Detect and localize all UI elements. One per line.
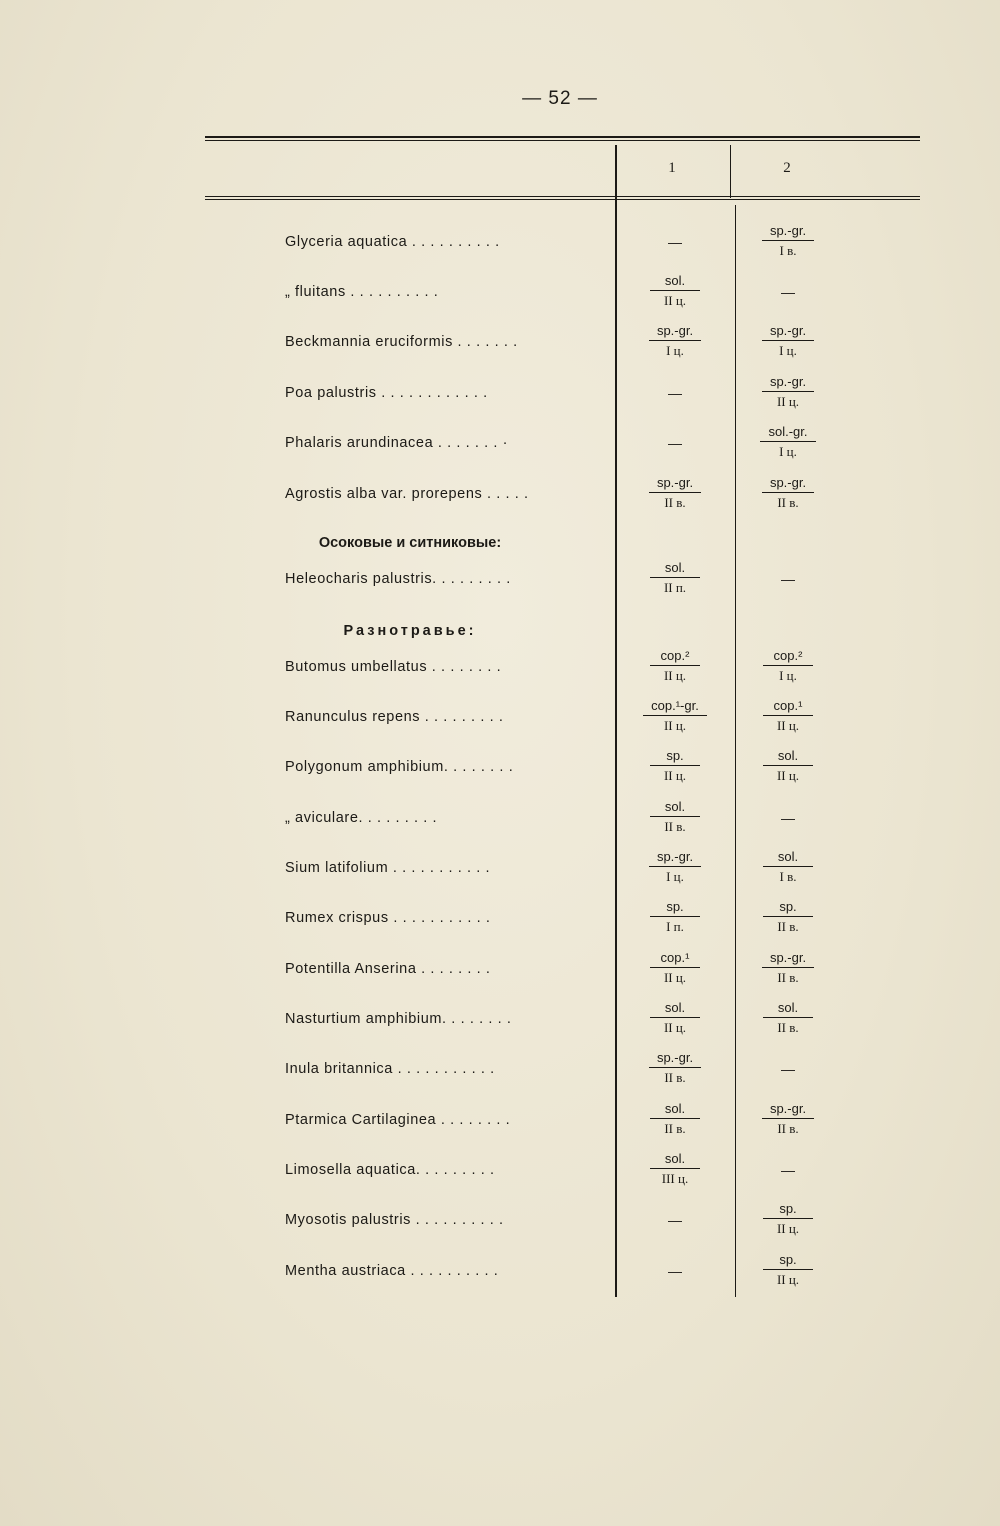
table-row — [0, 273, 1000, 334]
table-row — [0, 1050, 1000, 1111]
species-name: „ aviculare. . . . . . . . . — [285, 810, 438, 826]
table-header-rule — [205, 196, 920, 197]
abundance-value: sp. — [763, 1251, 813, 1270]
absent-dash: — — [781, 1061, 795, 1077]
table-row — [0, 1252, 1000, 1313]
condition-value: II ц. — [776, 394, 800, 409]
abundance-cell-1 — [630, 1049, 720, 1086]
abundance-cell-2 — [743, 272, 833, 301]
page-number: — 52 — — [522, 88, 598, 109]
table-row — [0, 1151, 1000, 1212]
condition-value: II в. — [664, 1070, 686, 1085]
condition-value: I ц. — [666, 343, 684, 358]
abundance-cell-2 — [743, 423, 833, 460]
species-name: Potentilla Anserina . . . . . . . . — [285, 961, 491, 977]
species-name: Inula britannica . . . . . . . . . . . — [285, 1061, 495, 1077]
abundance-cell-1 — [630, 1100, 720, 1137]
abundance-cell-1 — [630, 697, 720, 734]
condition-value: II ц. — [663, 768, 687, 783]
table-top-rule — [205, 136, 920, 138]
abundance-cell-2 — [743, 1251, 833, 1288]
species-name: Poa palustris . . . . . . . . . . . . — [285, 385, 488, 401]
species-name: Mentha austriaca . . . . . . . . . . — [285, 1263, 499, 1279]
abundance-cell-1 — [630, 798, 720, 835]
abundance-cell-1 — [630, 949, 720, 986]
abundance-cell-1 — [630, 747, 720, 784]
section-heading-forbs: Разнотравье: — [343, 623, 477, 639]
species-name: Nasturtium amphibium. . . . . . . . — [285, 1011, 512, 1027]
abundance-value: sol. — [650, 798, 700, 817]
abundance-cell-2 — [743, 949, 833, 986]
abundance-value: sp. — [763, 1200, 813, 1219]
condition-value: II п. — [663, 580, 687, 595]
abundance-cell-1 — [630, 1251, 720, 1280]
abundance-cell-2 — [743, 848, 833, 885]
abundance-cell-1 — [630, 222, 720, 251]
table-row — [0, 1101, 1000, 1162]
absent-dash: — — [668, 385, 682, 401]
abundance-value: cop.¹ — [763, 697, 813, 716]
condition-value: II в. — [664, 495, 686, 510]
abundance-cell-1 — [630, 647, 720, 684]
abundance-cell-2 — [743, 373, 833, 410]
absent-dash: — — [781, 810, 795, 826]
table-row — [0, 424, 1000, 485]
species-name: Sium latifolium . . . . . . . . . . . — [285, 860, 491, 876]
absent-dash: — — [781, 284, 795, 300]
abundance-cell-2 — [743, 898, 833, 935]
absent-dash: — — [668, 1263, 682, 1279]
condition-value: II в. — [777, 1020, 799, 1035]
condition-value: I ц. — [779, 444, 797, 459]
condition-value: II ц. — [663, 718, 687, 733]
abundance-cell-1 — [630, 373, 720, 402]
abundance-cell-2 — [743, 1200, 833, 1237]
table-top-rule-thin — [205, 140, 920, 141]
condition-value: II в. — [664, 1121, 686, 1136]
condition-value: II ц. — [663, 668, 687, 683]
abundance-cell-1 — [630, 1150, 720, 1187]
absent-dash: — — [668, 1212, 682, 1228]
absent-dash: — — [781, 1162, 795, 1178]
abundance-value: sol. — [763, 747, 813, 766]
table-row — [0, 1201, 1000, 1262]
species-name: „ fluitans . . . . . . . . . . — [285, 284, 439, 300]
species-name: Glyceria aquatica . . . . . . . . . . — [285, 234, 500, 250]
table-row — [0, 223, 1000, 284]
abundance-value: sp.-gr. — [762, 1100, 814, 1119]
table-row — [0, 950, 1000, 1011]
abundance-value: sp.-gr. — [649, 474, 701, 493]
abundance-cell-1 — [630, 559, 720, 596]
table-row — [0, 374, 1000, 435]
condition-value: I в. — [779, 243, 797, 258]
condition-value: III ц. — [661, 1171, 689, 1186]
table-row — [0, 799, 1000, 860]
abundance-value: cop.² — [763, 647, 813, 666]
condition-value: II ц. — [663, 970, 687, 985]
species-name: Polygonum amphibium. . . . . . . . — [285, 759, 514, 775]
abundance-value: sol. — [763, 848, 813, 867]
abundance-cell-2 — [743, 222, 833, 259]
species-name: Ranunculus repens . . . . . . . . . — [285, 709, 504, 725]
condition-value: II в. — [664, 819, 686, 834]
absent-dash: — — [668, 435, 682, 451]
condition-value: I п. — [666, 919, 684, 934]
species-name: Beckmannia eruciformis . . . . . . . — [285, 334, 518, 350]
condition-value: II ц. — [776, 1221, 800, 1236]
abundance-cell-2 — [743, 697, 833, 734]
table-row — [0, 323, 1000, 384]
species-name: Agrostis alba var. prorepens . . . . . — [285, 486, 529, 502]
abundance-value: sol. — [650, 1100, 700, 1119]
abundance-value: sol. — [763, 999, 813, 1018]
abundance-value: sol.-gr. — [760, 423, 815, 442]
abundance-value: sp.-gr. — [762, 322, 814, 341]
species-name: Myosotis palustris . . . . . . . . . . — [285, 1212, 504, 1228]
abundance-cell-1 — [630, 474, 720, 511]
abundance-value: sol. — [650, 999, 700, 1018]
abundance-value: sp.-gr. — [649, 848, 701, 867]
species-name: Phalaris arundinacea . . . . . . . · — [285, 435, 509, 451]
condition-value: II в. — [777, 919, 799, 934]
condition-value: II ц. — [663, 293, 687, 308]
abundance-value: sol. — [650, 559, 700, 578]
column-divider-header — [730, 145, 731, 198]
abundance-value: sp.-gr. — [649, 322, 701, 341]
abundance-value: sol. — [650, 1150, 700, 1169]
abundance-value: sp.-gr. — [762, 373, 814, 392]
abundance-cell-2 — [743, 999, 833, 1036]
abundance-cell-2 — [743, 1150, 833, 1179]
species-name: Heleocharis palustris. . . . . . . . . — [285, 571, 511, 587]
abundance-cell-2 — [743, 798, 833, 827]
table-row — [0, 475, 1000, 536]
section-heading-sedges: Осоковые и ситниковые: — [318, 535, 502, 551]
abundance-cell-2 — [743, 1049, 833, 1078]
table-row — [0, 849, 1000, 910]
condition-value: II ц. — [776, 768, 800, 783]
abundance-value: sp.-gr. — [762, 474, 814, 493]
species-name: Ptarmica Cartilaginea . . . . . . . . — [285, 1112, 511, 1128]
absent-dash: — — [668, 234, 682, 250]
column-header-1: 1 — [668, 160, 676, 176]
table-row — [0, 1000, 1000, 1061]
abundance-value: sol. — [650, 272, 700, 291]
table-header-rule-thin — [205, 199, 920, 200]
abundance-cell-1 — [630, 999, 720, 1036]
condition-value: I в. — [779, 869, 797, 884]
abundance-value: sp.-gr. — [762, 222, 814, 241]
condition-value: II ц. — [663, 1020, 687, 1035]
abundance-value: cop.¹-gr. — [643, 697, 707, 716]
abundance-value: sp. — [650, 898, 700, 917]
abundance-cell-2 — [743, 322, 833, 359]
condition-value: II в. — [777, 495, 799, 510]
abundance-cell-2 — [743, 647, 833, 684]
abundance-cell-1 — [630, 1200, 720, 1229]
abundance-value: sp.-gr. — [649, 1049, 701, 1068]
table-row — [0, 748, 1000, 809]
condition-value: I ц. — [779, 668, 797, 683]
abundance-value: sp. — [763, 898, 813, 917]
table-row — [0, 560, 1000, 621]
condition-value: II ц. — [776, 1272, 800, 1287]
condition-value: II ц. — [776, 718, 800, 733]
column-header-2: 2 — [783, 160, 791, 176]
condition-value: II в. — [777, 1121, 799, 1136]
condition-value: II в. — [777, 970, 799, 985]
species-name: Butomus umbellatus . . . . . . . . — [285, 659, 502, 675]
condition-value: I ц. — [666, 869, 684, 884]
abundance-cell-2 — [743, 1100, 833, 1137]
abundance-cell-1 — [630, 272, 720, 309]
table-row — [0, 698, 1000, 759]
abundance-value: sp. — [650, 747, 700, 766]
table-row — [0, 648, 1000, 709]
abundance-cell-1 — [630, 898, 720, 935]
abundance-cell-2 — [743, 559, 833, 588]
abundance-cell-2 — [743, 747, 833, 784]
species-name: Rumex crispus . . . . . . . . . . . — [285, 910, 491, 926]
table-row — [0, 899, 1000, 960]
abundance-value: cop.¹ — [650, 949, 700, 968]
abundance-cell-1 — [630, 322, 720, 359]
absent-dash: — — [781, 571, 795, 587]
abundance-cell-2 — [743, 474, 833, 511]
abundance-value: sp.-gr. — [762, 949, 814, 968]
species-name: Limosella aquatica. . . . . . . . . — [285, 1162, 495, 1178]
condition-value: I ц. — [779, 343, 797, 358]
abundance-cell-1 — [630, 423, 720, 452]
abundance-value: cop.² — [650, 647, 700, 666]
abundance-cell-1 — [630, 848, 720, 885]
